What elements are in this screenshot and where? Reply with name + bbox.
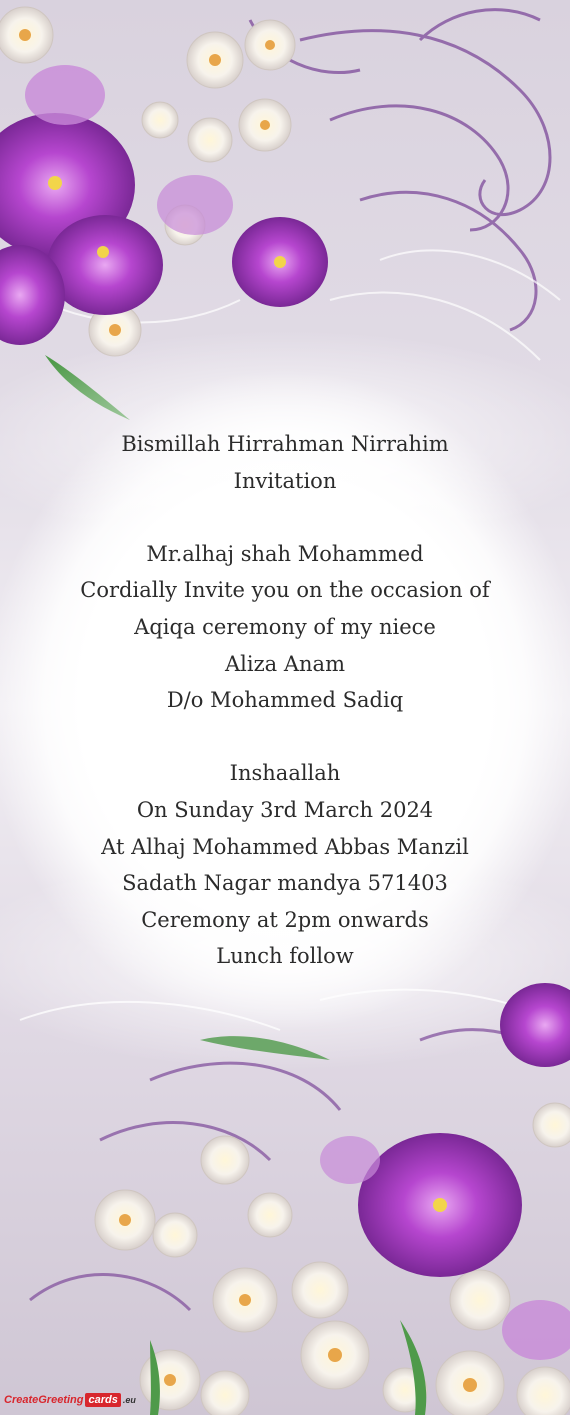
invitation-line: Cordially Invite you on the occasion of bbox=[80, 578, 490, 603]
brand-name: CreateGreeting bbox=[4, 1394, 84, 1406]
invitation-line: Inshaallah bbox=[229, 761, 341, 786]
invitation-line: At Alhaj Mohammed Abbas Manzil bbox=[101, 834, 469, 859]
invitation-line: Aliza Anam bbox=[225, 651, 345, 676]
invitation-line bbox=[0, 499, 570, 536]
invitation-text bbox=[0, 426, 570, 975]
invitation-line: Lunch follow bbox=[216, 944, 354, 969]
invitation-line: D/o Mohammed Sadiq bbox=[166, 688, 404, 713]
invitation-line: Mr.alhaj shah Mohammed bbox=[146, 541, 424, 566]
brand-domain: .eu bbox=[122, 1395, 136, 1405]
invitation-line: Aqiqa ceremony of my niece bbox=[134, 614, 436, 639]
invitation-line: Bismillah Hirrahman Nirrahim bbox=[121, 432, 449, 456]
invitation-line: Ceremony at 2pm onwards bbox=[141, 907, 429, 932]
invitation-line: Sadath Nagar mandya 571403 bbox=[122, 871, 448, 896]
invitation-line: On Sunday 3rd March 2024 bbox=[136, 797, 434, 822]
brand-badge: cards bbox=[85, 1393, 120, 1407]
invitation-line bbox=[0, 719, 570, 756]
invitation-line: Invitation bbox=[233, 468, 337, 493]
brand-watermark bbox=[4, 1389, 136, 1411]
